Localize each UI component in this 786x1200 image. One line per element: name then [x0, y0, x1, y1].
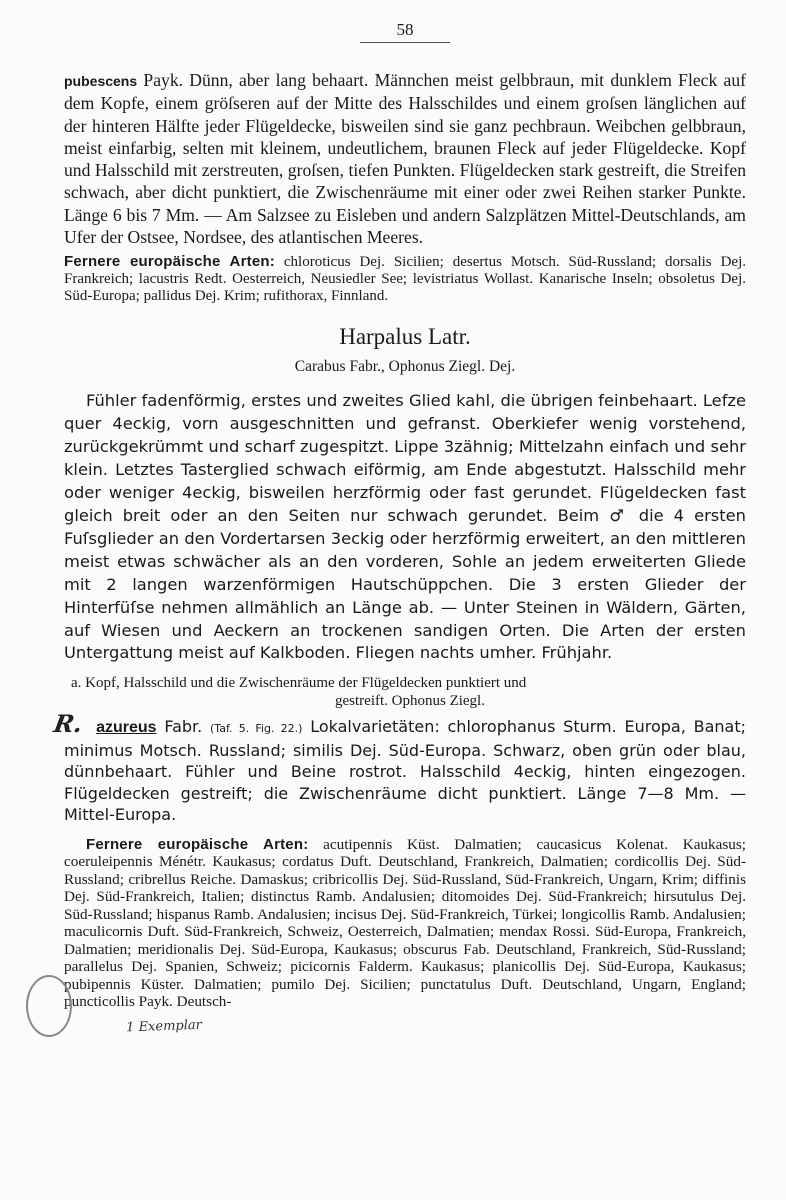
subgenus-heading: [64, 675, 746, 710]
azureus-author: Fabr.: [164, 717, 203, 737]
further-species-list: chloroticus Dej. Sicilien; desertus Motsch. Süd-Russland; dorsalis Dej. Frankreich; lacustris Redt. Oesterreich, Neusiedler See; levistriatus Wollast. Kanarische Inseln; obsoletus Dej. Süd-Europa; pallidus Dej. Krim; rufithorax, Finnland.: [64, 254, 746, 304]
azureus-text: Lokalvarietäten: chlorophanus Sturm. Europa, Banat; minimus Motsch. Russland; similis Dej. Süd-Europa. Schwarz, oben grün oder blau, dünnbehaart. Fühler und Beine rostrot. Halsschild 4eckig, hinten eingezogen. Flügeldecken gestreift; die Zwischenräume dicht punktiert. Länge 7—8 Mm. — Mittel-Europa.: [64, 717, 746, 825]
pubescens-text: Payk. Dünn, aber lang behaart. Männchen meist gelbbraun, mit dunklem Fleck auf dem Kopfe, einem gröſseren auf der Mitte des Halsschildes und einem groſsen länglichen auf der hinteren Hälfte jeder Flügeldecke, bisweilen sind sie ganz pechbraun. Weibchen gelbbraun, meist einfarbig, selten mit kleinem, undeutlichem, braunen Fleck auf jeder Flügeldecke. Kopf und Halsschild mit zerstreuten, groſsen, tiefen Punkten. Flügeldecken stark gestreift, die Streifen schwach, aber dicht punktiert, die Zwischenräume mit einer oder zwei Reihen starker Punkte. Länge 6 bis 7 Mm. — Am Salzsee zu Eisleben und andern Salzplätzen Mittel-Deutschlands, am Ufer der Ostsee, Nordsee, des atlantischen Meeres.: [64, 70, 746, 248]
subgenus-line-2: gestreift. Ophonus Ziegl.: [335, 692, 485, 709]
handwritten-mark: R.: [51, 709, 85, 739]
further-species-paragraph-2: [64, 835, 746, 1036]
species-name-azureus: azureus: [96, 719, 157, 737]
genus-description: Fühler fadenförmig, erstes und zweites Glied kahl, die übrigen feinbehaart. Lefze quer 4eckig, vorn ausgeschnitten und gefranst. Oberkiefer wenig vorstehend, zurückgekrümmt und scharf zugespitzt. Lippe 3zähnig; Mittelzahn einfach und sehr klein. Letztes Tasterglied schwach eiförmig, am Ende abgestutzt. Halsschild mehr oder weniger 4eckig, bisweilen herzförmig oder fast gerundet. Flügeldecken fast gleich breit oder an den Seiten nur schwach gerundet. Beim ♂ die 4 ersten Fuſsglieder an den Vordertarsen 3eckig oder herzförmig erweitert, an den mittleren meist etwas schwächer als an den vorderen, Sohle an jedem erweiterten Gliede mit 2 langen warzenförmigen Hautschüppchen. Die 3 ersten Glieder der Hinterfüſse nehmen allmählich an Länge ab. — Unter Steinen in Wäldern, Gärten, auf Wiesen und Aeckern an trockenen sandigen Orten. Die Arten der ersten Untergattung meist auf Kalkboden. Fliegen nachts umher. Frühjahr.: [64, 391, 746, 663]
genus-title: Harpalus Latr.: [339, 324, 471, 350]
further-species-paragraph-1: [64, 254, 746, 304]
further-species-heading-2: Fernere europäische Arten:: [86, 835, 309, 853]
header-rule: [360, 42, 450, 43]
margin-stain: [26, 975, 72, 1037]
further-species-heading: Fernere europäische Arten:: [64, 253, 275, 271]
subgenus-line-1: a. Kopf, Halsschild und die Zwischenräume der Flügeldecken punktiert und: [71, 675, 527, 692]
genus-synonyms: Carabus Fabr., Ophonus Ziegl. Dej.: [294, 358, 516, 376]
azureus-entry: [51, 709, 746, 826]
species-name-pubescens: pubescens: [64, 73, 138, 89]
page-number: 58: [396, 20, 414, 39]
plate-reference: (Taf. 5. Fig. 22.): [210, 722, 303, 736]
handwritten-note: 1 Exemplar: [125, 1017, 203, 1036]
further-species-list-2: acutipennis Küst. Dalmatien; caucasicus Kolenat. Kaukasus; coeruleipennis Ménétr. Kaukasus; cordatus Duft. Deutschland, Frankreich, Dalmatien; cordicollis Dej. Süd-Russland; cribrellus Reiche. Damaskus; cribricollis Dej. Süd-Russland, Süd-Frankreich, Ungarn, Krim; diffinis Dej. Süd-Frankreich, Italien; distinctus Ramb. Andalusien; ditomoides Dej. Süd-Frankreich; hirsutulus Dej. Süd-Russland; hispanus Ramb. Andalusien; incisus Dej. Süd-Frankreich, Türkei; longicollis Ramb. Andalusien; maculicornis Duft. Süd-Frankreich, Schweiz, Oesterreich, Dalmatien; mendax Rossi. Süd-Europa, Frankreich, Dalmatien; meridionalis Dej. Süd-Europa, Kaukasus; obscurus Fab. Deutschland, Frankreich, Süd-Russland; parallelus Dej. Spanien, Schweiz; picicornis Falderm. Kaukasus; planicollis Dej. Süd-Europa, Kaukasus; pubipennis Küster. Dalmatien; pumilo Dej. Sicilien; punctatulus Duft. Deutschland, Ungarn, England; puncticollis Payk. Deutsch-: [64, 835, 746, 1011]
pubescens-entry: [64, 69, 746, 248]
